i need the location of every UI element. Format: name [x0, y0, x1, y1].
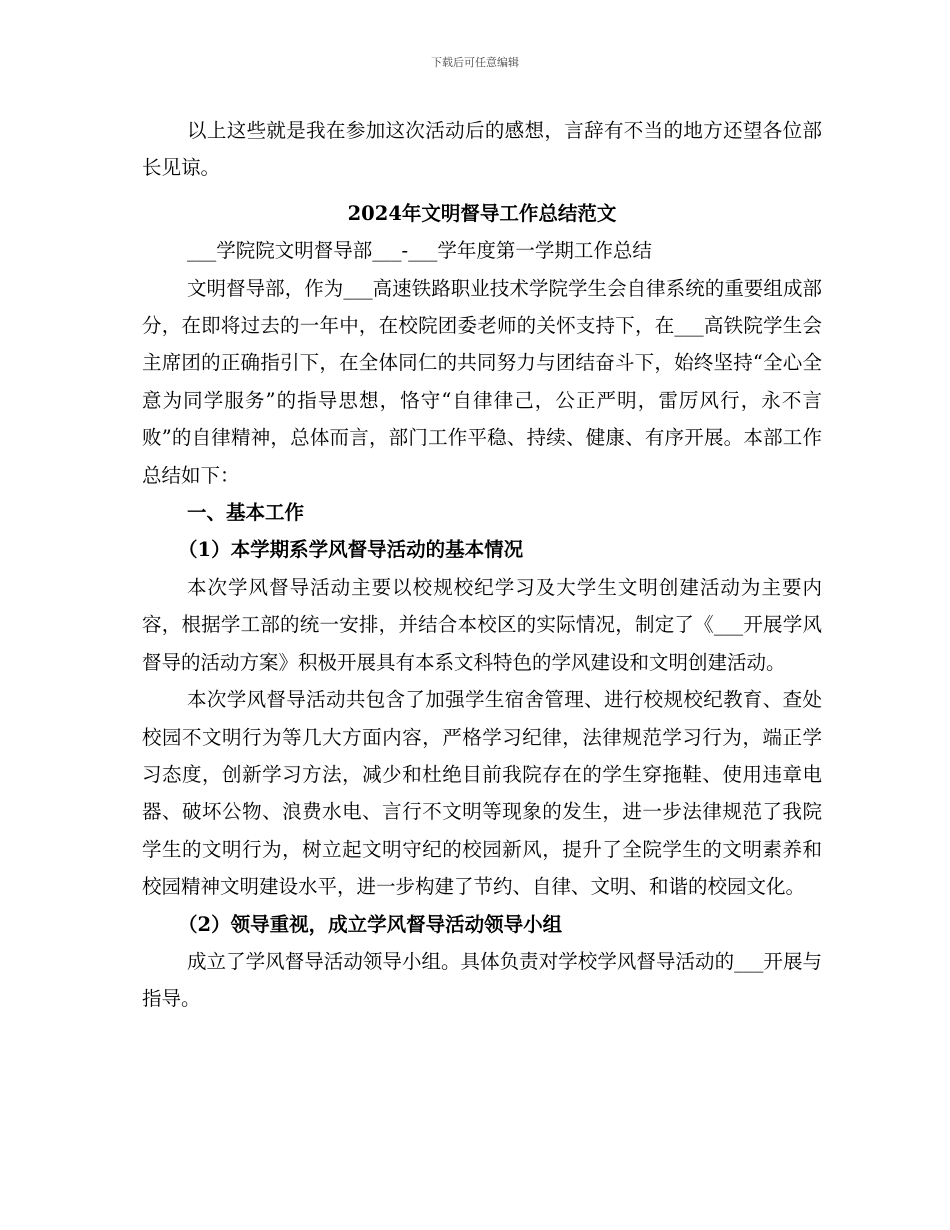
intro-paragraph: 以上这些就是我在参加这次活动后的感想，言辞有不当的地方还望各位部长见谅。: [142, 119, 822, 180]
subsection-heading-2: （2）领导重视，成立学风督导活动领导小组: [178, 912, 563, 936]
body-paragraph-4: 成立了学风督导活动领导小组。具体负责对学校学风督导活动的___开展与指导。: [142, 949, 822, 1011]
body-paragraph-3: 本次学风督导活动共包含了加强学生宿舍管理、进行校规校纪教育、查处校园不文明行为等几大方面内容，严格学习纪律，法律规范学习行为，端正学习态度，创新学习方法，减少和杜绝目前我院存在的学生穿拖鞋、使用违章电器、破坏公物、浪费水电、言行不文明等现象的发生，进一步法律规范了我院学生的文明行为，树立起文明守纪的校园新风，提升了全院学生的文明素养和校园精神文明建设水平，进一步构建了节约、自律、文明、和谐的校园文化。: [142, 688, 822, 899]
document-body: [142, 112, 822, 1018]
document-title: 2024年文明督导工作总结范文: [347, 201, 617, 225]
document-subtitle: ___学院院文明督导部___-___学年度第一学期工作总结: [187, 239, 652, 263]
subsection-heading-1: （1）本学期系学风督导活动的基本情况: [178, 538, 524, 562]
page-header: 下载后可任意编辑: [431, 56, 519, 69]
body-paragraph-1: 文明督导部，作为___高速铁路职业技术学院学生会自律系统的重要组成部分，在即将过去的一年中，在校院团委老师的关怀支持下，在___高铁院学生会主席团的正确指引下，在全体同仁的共同努力与团结奋斗下，始终坚持“全心全意为同学服务”的指导思想，恪守“自律律己，公正严明，雷厉风行，永不言败”的自律精神，总体而言，部门工作平稳、持续、健康、有序开展。本部工作总结如下：: [142, 276, 822, 487]
body-paragraph-2: 本次学风督导活动主要以校规校纪学习及大学生文明创建活动为主要内容，根据学工部的统一安排，并结合本校区的实际情况，制定了《___开展学风督导的活动方案》积极开展具有本系文科特色的学风建设和文明创建活动。: [142, 575, 822, 674]
section-heading-basic-work: 一、基本工作: [187, 501, 305, 525]
